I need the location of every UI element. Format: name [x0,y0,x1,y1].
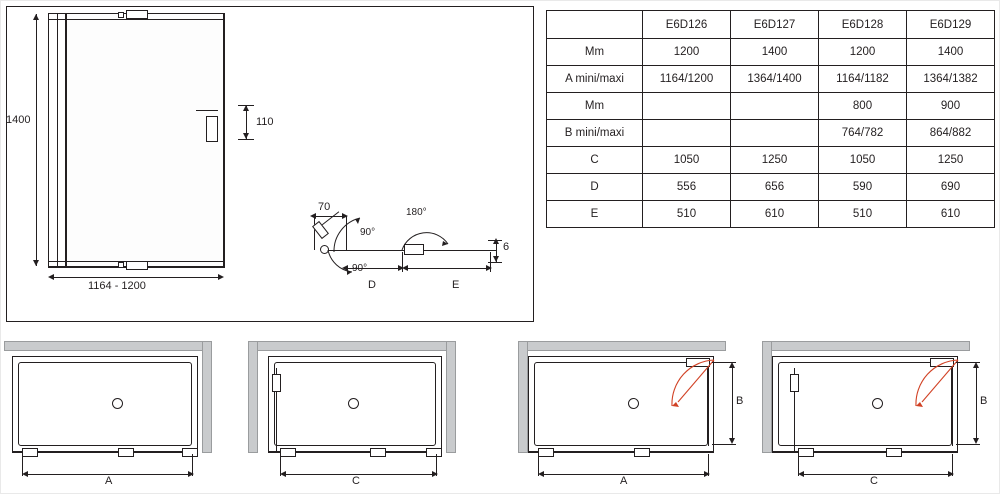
door-roller-right [182,448,198,457]
drain-point [348,398,359,409]
angle-180-label: 180° [406,207,427,218]
dim-C-ext-left [280,454,281,476]
dim-B-ext-top [956,362,980,363]
detail-70-arrow-left [310,213,316,219]
cell: 864/882 [907,120,995,147]
width-dim-arrow-right [218,274,224,280]
detail-110-ext-top [238,105,254,106]
shower-tray-inner [18,362,192,446]
cell: 1050 [819,147,907,174]
cell [643,120,731,147]
dim-C-arrow-right [432,471,438,477]
door-roller-right [426,448,442,457]
wall-top [518,341,726,351]
table-corner-cell [547,11,643,39]
row-label: A mini/maxi [547,66,643,93]
dim-A-ext-left [538,454,539,476]
cell: 1164/1200 [643,66,731,93]
specification-table [546,10,995,228]
plan-3-dim-label: A [620,475,628,487]
return-panel-profile [272,374,281,392]
cell: 1250 [907,147,995,174]
door-roller-mid [370,448,386,457]
dim-C-ext-right [952,454,953,476]
dim-C-line [284,474,436,475]
cell: 800 [819,93,907,120]
plan-2-dim-label: C [352,475,360,487]
dim-C-ext-right [436,454,437,476]
door-roller-left [22,448,38,457]
dim-A-ext-left [22,454,23,476]
dim-B-line [976,366,977,442]
drain-point [872,398,883,409]
plan-view-1 [0,336,240,488]
dim-B-ext-bottom [956,444,980,445]
cell: 1364/1382 [907,66,995,93]
angle-90-bottom-arc [326,248,362,278]
wall-top [762,341,970,351]
top-rail-inner [48,19,225,20]
dim-B-ext-top [712,362,736,363]
height-dim-arrow-top [33,14,39,20]
cell: 556 [643,174,731,201]
cell: 610 [731,201,819,228]
wall-left [248,341,258,453]
dim-E-label: E [452,279,460,291]
wall-top [4,341,212,351]
cell [731,93,819,120]
table-col-header-1: E6D127 [731,11,819,39]
wall-right [446,341,456,453]
table-row [547,174,995,201]
plan-view-2 [244,336,484,488]
cell: 510 [643,201,731,228]
table-row [547,147,995,174]
angle-180-arc [398,218,454,252]
plan-4-dim-side-label: B [980,395,988,407]
dim-B-line [732,366,733,442]
door-swing-arc [908,356,964,414]
cell: 1200 [643,39,731,66]
row-label: C [547,147,643,174]
cell: 510 [819,201,907,228]
drain-point [628,398,639,409]
cell: 610 [907,201,995,228]
hinge-bottom [126,261,148,270]
cell: 1200 [819,39,907,66]
door-roller-mid [634,448,650,457]
door-swing-arc [664,356,720,414]
hinge-top [126,10,148,19]
fixed-glass-panel [66,13,224,267]
door-track [528,452,714,453]
table-header-row [547,11,995,39]
table-row [547,120,995,147]
dim-A-ext-right [708,454,709,476]
dim-E-line [406,268,490,269]
dim-D-label: D [368,279,376,291]
detail-6-arrow-top [493,238,499,244]
cell [731,120,819,147]
row-label: D [547,174,643,201]
door-handle [206,116,218,142]
width-dim-line [52,277,222,278]
table-col-header-0: E6D126 [643,11,731,39]
dim-D-line [346,268,402,269]
detail-70-label: 70 [318,201,331,213]
wall-top [248,341,456,351]
elevation-width-label: 1164 - 1200 [88,280,146,292]
width-dim-arrow-left [48,274,54,280]
table-row [547,93,995,120]
cell: 1364/1400 [731,66,819,93]
door-roller-left [798,448,814,457]
hinge-bottom-pin [118,262,124,268]
dim-E-arrow-right [486,265,492,271]
dim-B-ext-bottom [712,444,736,445]
dim-E-arrow-left [402,265,408,271]
door-roller-left [280,448,296,457]
dim-A-ext-right [192,454,193,476]
dim-A-arrow-right [704,471,710,477]
row-label: E [547,201,643,228]
dim-E-ext-right [490,252,491,272]
table-col-header-3: E6D129 [907,11,995,39]
detail-6-ext-top [488,240,502,241]
table-row [547,66,995,93]
plan-3-dim-side-label: B [736,395,744,407]
plan-4-dim-label: C [870,475,878,487]
handle-lead-line [196,110,218,111]
cell: 1050 [643,147,731,174]
plan-view-4 [758,336,1000,488]
height-dim-line [36,14,37,266]
dim-D-arrow-left [342,265,348,271]
drain-point [112,398,123,409]
wall-left [518,341,528,453]
left-profile-centerline [57,13,58,267]
dim-A-arrow-right [188,471,194,477]
door-track [12,452,198,453]
table-row [547,39,995,66]
detail-110-ext-bottom [238,139,254,140]
elevation-height-label: 1400 [6,114,31,126]
plan-view-3 [514,336,764,488]
panel-joint [224,13,225,267]
cell: 1400 [731,39,819,66]
hinge-top-pin [118,12,124,18]
table-col-header-2: E6D128 [819,11,907,39]
detail-110-label: 110 [256,116,274,128]
cell: 900 [907,93,995,120]
detail-6-label: 6 [503,241,510,253]
cell [643,93,731,120]
detail-70-ext-left [314,216,315,250]
cell: 764/782 [819,120,907,147]
wall-right [202,341,212,453]
door-roller-mid [886,448,902,457]
cell: 656 [731,174,819,201]
angle-90-top-label: 90° [360,227,376,238]
row-label: B mini/maxi [547,120,643,147]
return-panel-profile [790,374,799,392]
cell: 590 [819,174,907,201]
dim-C-arrow-right [948,471,954,477]
plan-1-dim-label: A [105,475,113,487]
door-roller-left [538,448,554,457]
table-row [547,201,995,228]
cell: 1164/1182 [819,66,907,93]
cell: 1250 [731,147,819,174]
row-label: Mm [547,93,643,120]
cell: 1400 [907,39,995,66]
wall-left [762,341,772,453]
dim-C-ext-left [798,454,799,476]
door-roller-mid [118,448,134,457]
cell: 690 [907,174,995,201]
height-dim-arrow-bottom [33,260,39,266]
row-label: Mm [547,39,643,66]
